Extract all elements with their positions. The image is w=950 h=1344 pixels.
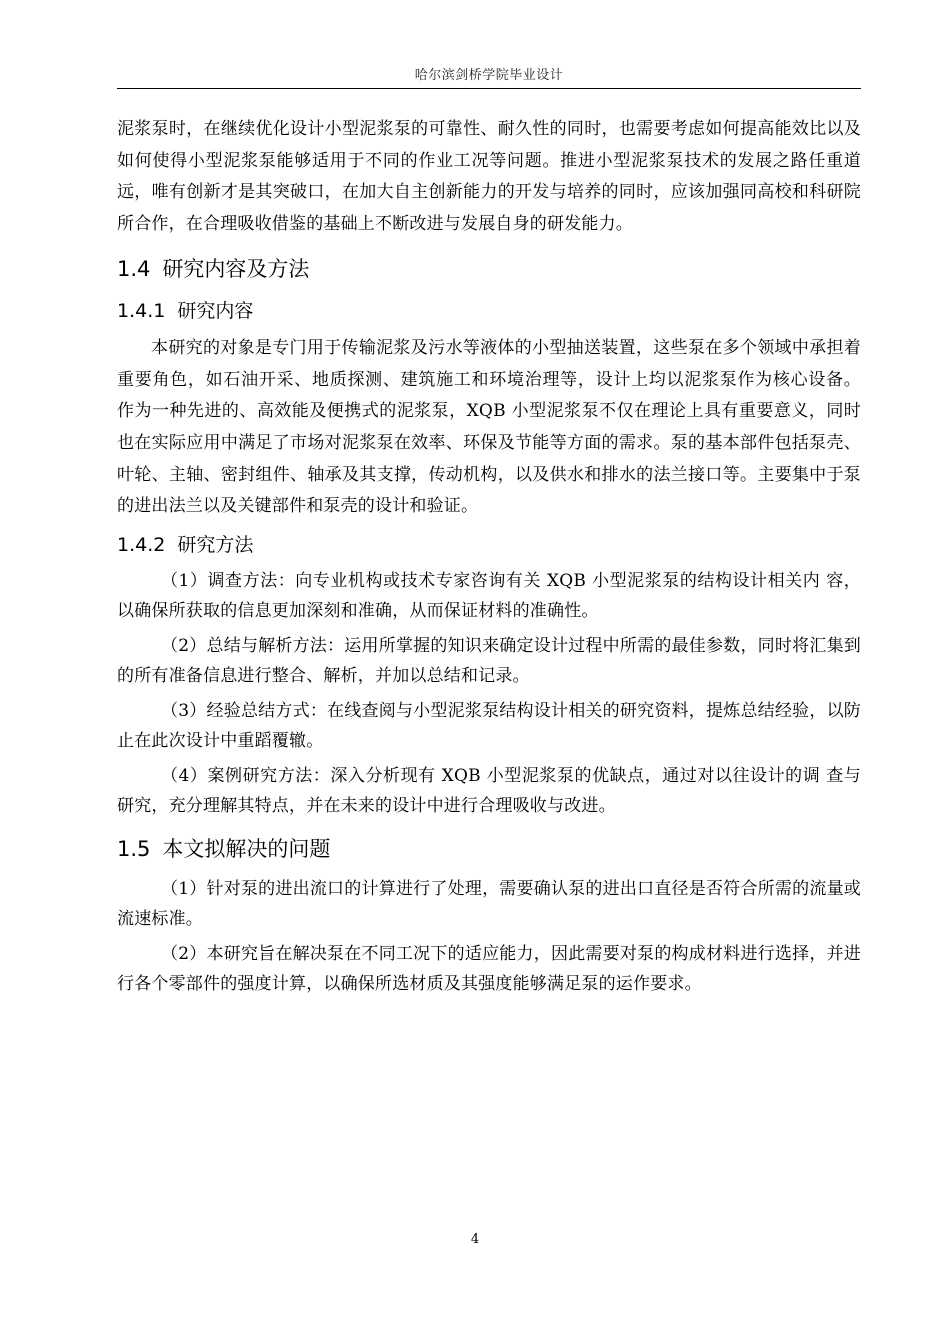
section-heading-1-4 — [117, 251, 861, 287]
page-number: 4 — [470, 1232, 480, 1247]
section-title: 本文拟解决的问题 — [162, 837, 331, 862]
subsection-title: 研究方法 — [177, 534, 254, 557]
problem-item: （2）本研究旨在解决泵在不同工况下的适应能力，因此需要对泵的构成材料进行选择，并进行各个零部件的强度计算，以确保所选材质及其强度能够满足泵的运作要求。 — [117, 944, 861, 994]
method-item: （2）总结与解析方法：运用所掌握的知识来确定设计过程中所需的最佳参数，同时将汇集到的所有准备信息进行整合、解析，并加以总结和记录。 — [117, 636, 861, 686]
header-divider — [117, 88, 861, 89]
section-heading-1-5 — [117, 831, 861, 867]
problem-item: （1）针对泵的进出流口的计算进行了处理，需要确认泵的进出口直径是否符合所需的流量或流速标准。 — [117, 879, 861, 929]
subsection-heading-1-4-1 — [117, 295, 861, 327]
method-item: （3）经验总结方式：在线查阅与小型泥浆泵结构设计相关的研究资料，提炼总结经验，以防止在此次设计中重蹈覆辙。 — [117, 701, 861, 751]
section-title: 研究内容及方法 — [162, 256, 310, 281]
document-body — [117, 114, 861, 999]
page-header: 哈尔滨剑桥学院毕业设计 — [414, 68, 564, 83]
section-number: 1.5 — [117, 837, 151, 862]
intro-paragraph: 泥浆泵时，在继续优化设计小型泥浆泵的可靠性、耐久性的同时，也需要考虑如何提高能效比以及如何使得小型泥浆泵能够适用于不同的作业工况等问题。推进小型泥浆泵技术的发展之路任重道远，唯有创新才是其突破口，在加大自主创新能力的开发与培养的同时，应该加强同高校和科研院所合作，在合理吸收借鉴的基础上不断改进与发展自身的研发能力。 — [117, 119, 861, 235]
method-item: （4）案例研究方法：深入分析现有 XQB 小型泥浆泵的优缺点，通过对以往设计的调 查与研究，充分理解其特点，并在未来的设计中进行合理吸收与改进。 — [117, 766, 861, 816]
subsection-number: 1.4.2 — [117, 534, 166, 557]
subsection-number: 1.4.1 — [117, 299, 166, 322]
section-number: 1.4 — [117, 256, 151, 281]
subsection-title: 研究内容 — [177, 299, 254, 322]
subsection-heading-1-4-2 — [117, 529, 861, 561]
method-item: （1）调查方法：向专业机构或技术专家咨询有关 XQB 小型泥浆泵的结构设计相关内 容，以确保所获取的信息更加深刻和准确，从而保证材料的准确性。 — [117, 571, 861, 621]
research-content-paragraph: 本研究的对象是专门用于传输泥浆及污水等液体的小型抽送装置，这些泵在多个领域中承担着重要角色，如石油开采、地质探测、建筑施工和环境治理等，设计上均以泥浆泵作为核心设备。 作为一种先进的、高效能及便携式的泥浆泵，XQB 小型泥浆泵不仅在理论上具有重要意义，同时也在实际应用中满足了市场对泥浆泵在效率、环保及节能等方面的需求。泵的基本部件包括泵壳、叶轮、主轴、密封组件、轴承及其支撑，传动机构，以及供水和排水的法兰接口等。主要集中于泵的进出法兰以及关键部件和泵壳的设计和验证。 — [117, 337, 861, 517]
